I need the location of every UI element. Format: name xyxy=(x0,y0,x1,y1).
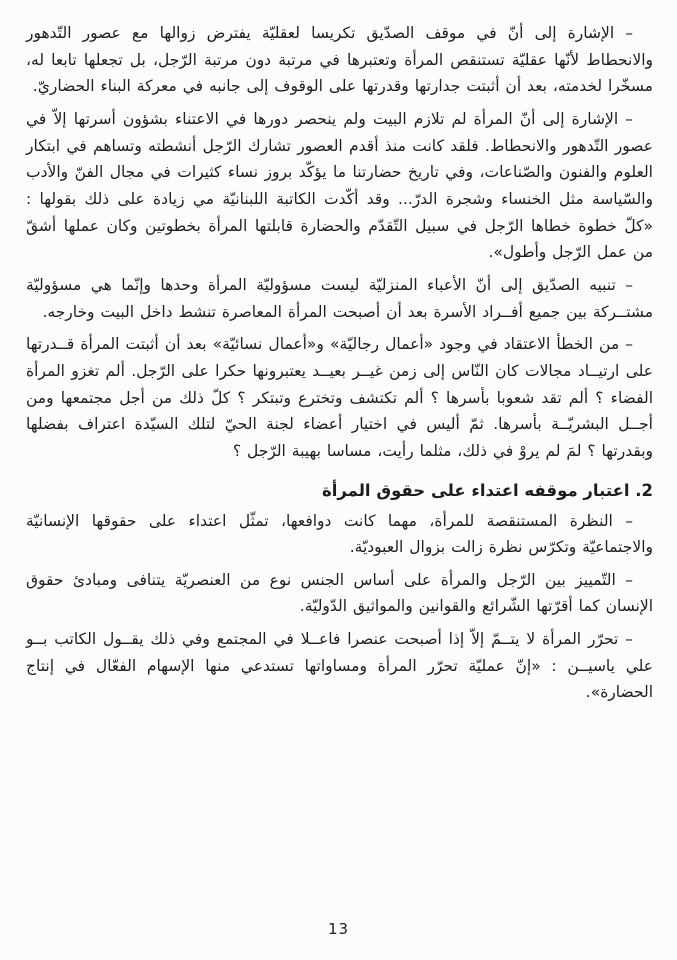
paragraph-household-duties: – تنبيه الصدّيق إلى أنّ الأعباء المنزليّة ليست مسؤوليّة المرأة وحدها وإنّما هي مسؤوليّة مشتــركة بين جميع أفــراد الأسرة بعد أن أصبحت المرأة المعاصرة تنشط داخل البيت وخارجه. xyxy=(26,275,653,321)
page-number: 13 xyxy=(327,920,350,938)
paragraph-demeaning-view: – النظرة المستنقصة للمرأة، مهما كانت دوافعها، تمثّل اعتداء على حقوقها الإنسانيّة والاجتماعيّة وتكرّس نظرة زالت بزوال العبوديّة. xyxy=(26,511,653,557)
section-heading-2: 2. اعتبار موقفه اعتداء على حقوق المرأة xyxy=(322,480,653,500)
paragraph-discrimination: – التّمييز بين الرّجل والمرأة على أساس الجنس نوع من العنصريّة يتنافى ومبادئ حقوق الإنسان كما أقرّتها الشّرائع والقوانين والمواثيق الدّوليّة. xyxy=(26,570,653,616)
paragraph-mens-womens-work: – من الخطأ الاعتقاد في وجود «أعمال رجاليّة» و«أعمال نسائيّة» بعد أن أثبتت المرأة قــدرتها على ارتيــاد مجالات كان النّاس إلى زمن غيــر بعيــد يعتبرونها حكرا على الرّجل. ألم تغزو المرأة الفضاء ؟ ألم تقد شعوبا بأسرها ؟ ألم تكتشف وتخترع وتبتكر ؟ كلّ ذلك من أجل مجتمعها ومن أجــل البشريّــة بأسرها. ثمّ أليس في اختيار أعضاء لجنة الحيّ لتلك السيّدة اعتراف بفضلها وبقدرتها ؟ لمَ لم يروْ في ذلك، مثلما رأيت، مساسا بهيبة الرّجل ؟ xyxy=(26,335,653,460)
paragraph-siddiq-position: – الإشارة إلى أنّ في موقف الصدّيق تكريسا لعقليّة يفترض زوالها مع عصور التّدهور والانحطاط لأنّها عقليّة تستنقص المرأة وتعتبرها في مرتبة دون مرتبة الرّجل، بل تجعلها تابعا له، مسخّرا لخدمته، بعد أن أثبتت جدارتها وقدرتها على الوقوف إلى جانبه في معركة البناء الحضاريّ. xyxy=(26,24,653,96)
paragraph-woman-history: – الإشارة إلى أنّ المرأة لم تلازم البيت ولم ينحصر دورها في الاعتناء بشؤون أسرتها إلاّ في عصور التّدهور والانحطاط. فلقد كانت منذ أقدم العصور تشارك الرّجل أنشطته وتساهم في ابتكار العلوم والفنون والصّناعات، وفي تاريخ حضارتنا ما يؤكّد بروز نساء كثيرات في مجال الفنّ والأدب والسّياسة مثل الخنساء وشجرة الدرّ... وقد أكّدت الكاتبة اللبنانيّة مي زيادة على ذلك بقولها : «كلّ خطوة خطاها الرّجل في سبيل التّقدّم والحضارة قابلتها المرأة بخطوتين وكان عملها أشقّ من عمل الرّجل وأطول». xyxy=(26,109,653,262)
paragraph-liberation: – تحرّر المرأة لا يتــمّ إلاّ إذا أصبحت عنصرا فاعــلا في المجتمع وفي ذلك يقــول الكاتب بــو علي ياسيــن : «إنّ عمليّة تحرّر المرأة ومساواتها تستدعي منها الإسهام الفعّال في إنتاج الحضارة». xyxy=(26,630,653,702)
